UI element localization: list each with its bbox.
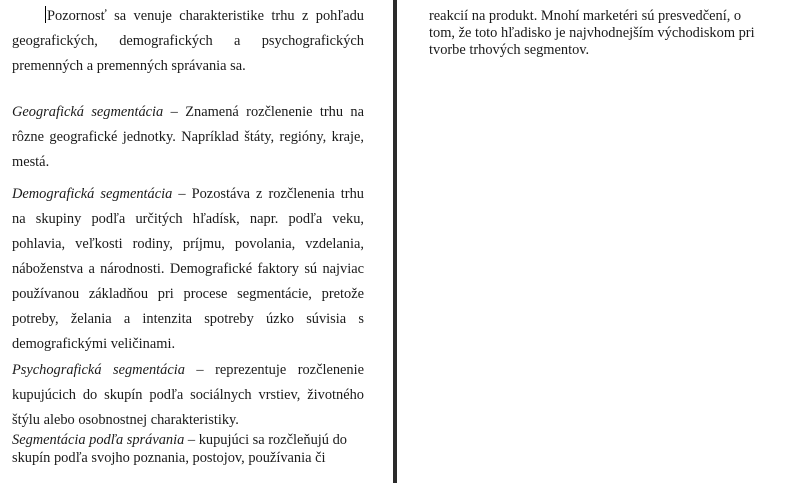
intro-paragraph[interactable] <box>12 4 364 79</box>
behavioral-paragraph[interactable] <box>12 432 364 467</box>
psychographic-paragraph[interactable] <box>12 358 364 433</box>
demographic-term: Demografická segmentácia <box>12 186 173 202</box>
psychographic-text: – reprezentuje rozčlenenie kupujúcich do skupín podľa sociálnych vrstiev, životného štýlu alebo osobnostnej charakteristiky. <box>12 362 364 428</box>
continuation-paragraph[interactable] <box>429 8 769 59</box>
geographic-paragraph[interactable] <box>12 100 364 175</box>
right-page[interactable] <box>397 0 800 483</box>
behavioral-text: – kupujúci sa rozčleňujú do skupín podľa svojho poznania, postojov, používania či <box>12 432 347 466</box>
intro-text: Pozornosť sa venuje charakteristike trhu z pohľadu geografických, demografických a psychografických premenných a premenných správania sa. <box>12 8 364 74</box>
left-page[interactable] <box>0 0 393 483</box>
geographic-term: Geografická segmentácia <box>12 104 164 120</box>
text-cursor <box>45 6 46 23</box>
psychographic-term: Psychografická segmentácia <box>12 362 185 378</box>
demographic-paragraph[interactable] <box>12 182 364 357</box>
continuation-text: reakcií na produkt. Mnohí marketéri sú presvedčení, o tom, že toto hľadisko je najvhodnejším východiskom pri tvorbe trhových segmentov. <box>429 8 755 58</box>
demographic-text: – Pozostáva z rozčlenenia trhu na skupiny podľa určitých hľadísk, napr. podľa veku, pohlavia, veľkosti rodiny, príjmu, povolania, vzdelania, náboženstva a národnosti. Demografické faktory sú najviac používanou základňou pri procese segmentácie, pretože potreby, želania a intenzita spotreby úzko súvisia s demografickými veličinami. <box>12 186 364 352</box>
geographic-text: – Znamená rozčlenenie trhu na rôzne geografické jednotky. Napríklad štáty, regióny, kraje, mestá. <box>12 104 365 170</box>
behavioral-term: Segmentácia podľa správania <box>12 432 185 448</box>
